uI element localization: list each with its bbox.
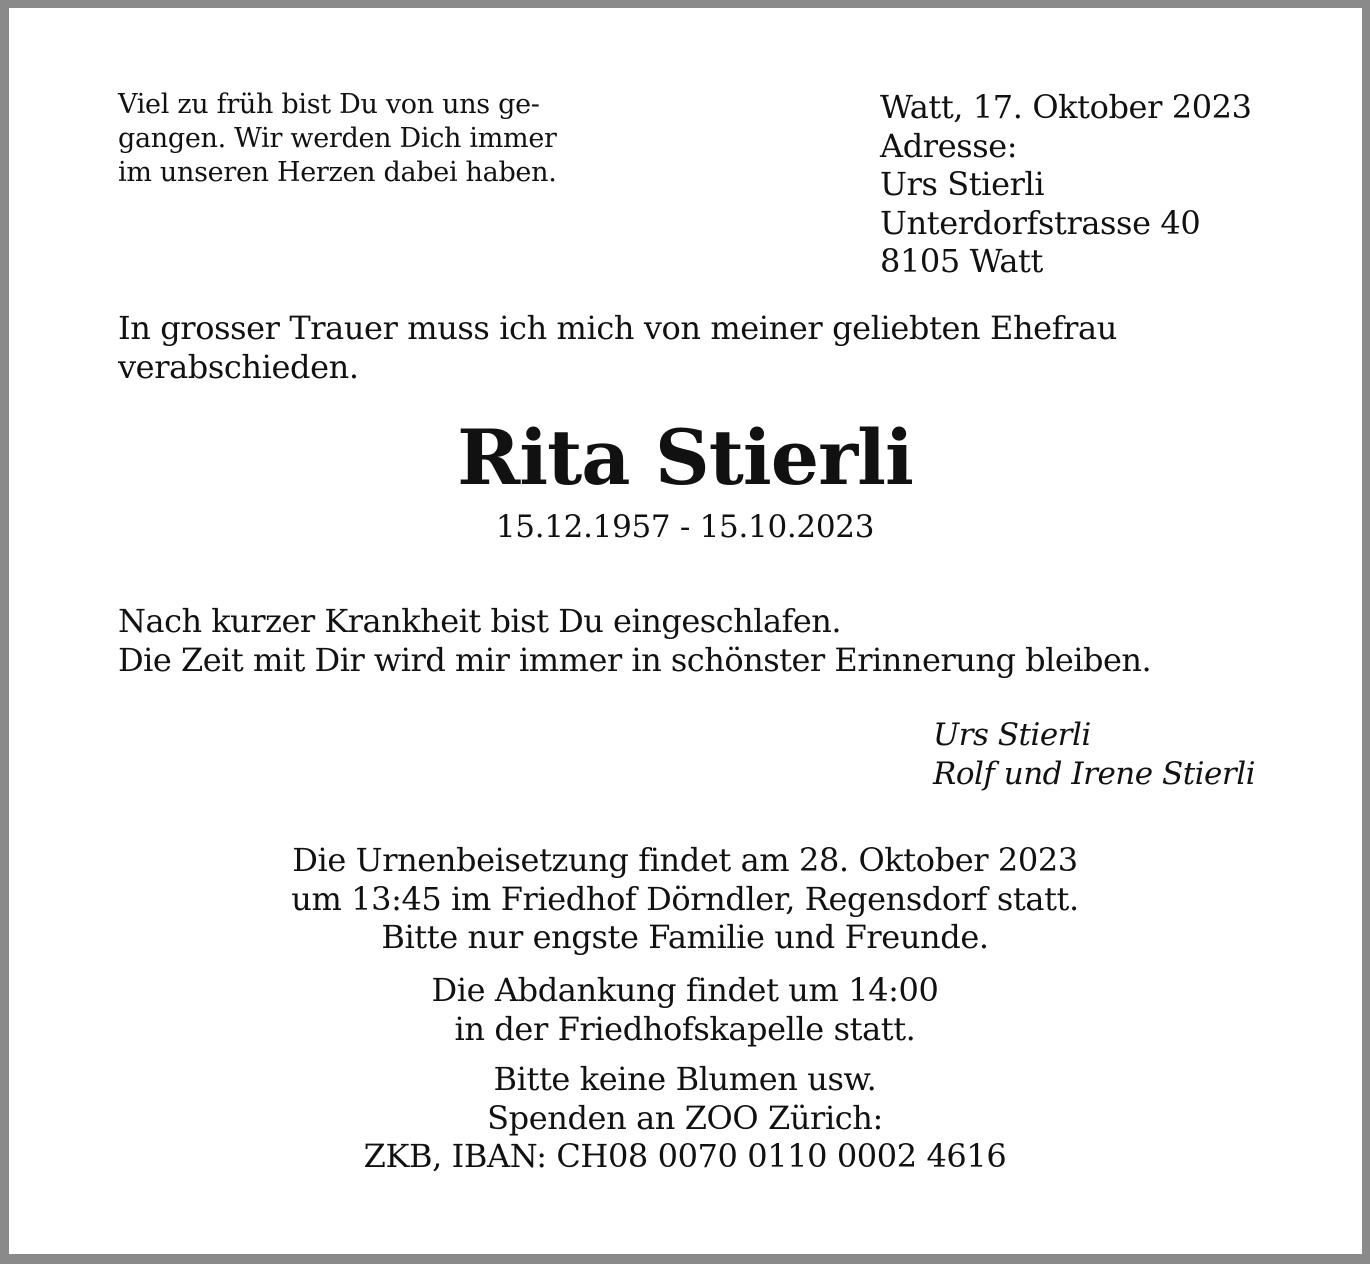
motto-line: gangen. Wir werden Dich immer	[118, 123, 557, 154]
signer-name: Rolf und Irene Stierli	[933, 756, 1256, 792]
address-label: Adresse:	[880, 126, 1018, 165]
address-name: Urs Stierli	[880, 165, 1045, 203]
place-date: Watt, 17. Oktober 2023	[880, 88, 1252, 126]
motto-line: Viel zu früh bist Du von uns ge-	[118, 89, 540, 120]
intro-text	[118, 309, 1278, 386]
motto-text	[118, 88, 598, 190]
farewell-line: in der Friedhofskapelle statt.	[454, 1009, 916, 1048]
signers-block	[933, 716, 1353, 794]
burial-line: um 13:45 im Friedhof Dörndler, Regensdorf statt.	[291, 879, 1079, 918]
donation-info	[0, 1060, 1370, 1176]
burial-line: Die Urnenbeisetzung findet am 28. Oktober 2023	[292, 841, 1078, 879]
farewell-info	[0, 971, 1370, 1048]
iban-line: ZKB, IBAN: CH08 0070 0110 0002 4616	[363, 1137, 1007, 1175]
signer-name: Urs Stierli	[933, 717, 1091, 753]
message-line: Nach kurzer Krankheit bist Du eingeschlafen.	[118, 602, 842, 640]
intro-line: verabschieden.	[118, 347, 359, 386]
message-line: Die Zeit mit Dir wird mir immer in schönster Erinnerung bleiben.	[118, 640, 1152, 679]
deceased-name: Rita Stierli	[457, 413, 913, 502]
farewell-line: Die Abdankung findet um 14:00	[431, 971, 939, 1009]
address-street: Unterdorfstrasse 40	[880, 203, 1201, 242]
motto-line: im unseren Herzen dabei haben.	[118, 157, 557, 188]
message-text	[118, 602, 1278, 679]
life-dates: 15.12.1957 - 15.10.2023	[495, 509, 875, 545]
address-block	[880, 88, 1320, 281]
donation-line: Spenden an ZOO Zürich:	[487, 1098, 883, 1137]
burial-line: Bitte nur engste Familie und Freunde.	[381, 918, 989, 956]
donation-line: Bitte keine Blumen usw.	[493, 1060, 877, 1098]
burial-info	[0, 841, 1370, 957]
address-city: 8105 Watt	[880, 242, 1043, 280]
intro-line: In grosser Trauer muss ich mich von meiner geliebten Ehefrau	[118, 309, 1117, 347]
